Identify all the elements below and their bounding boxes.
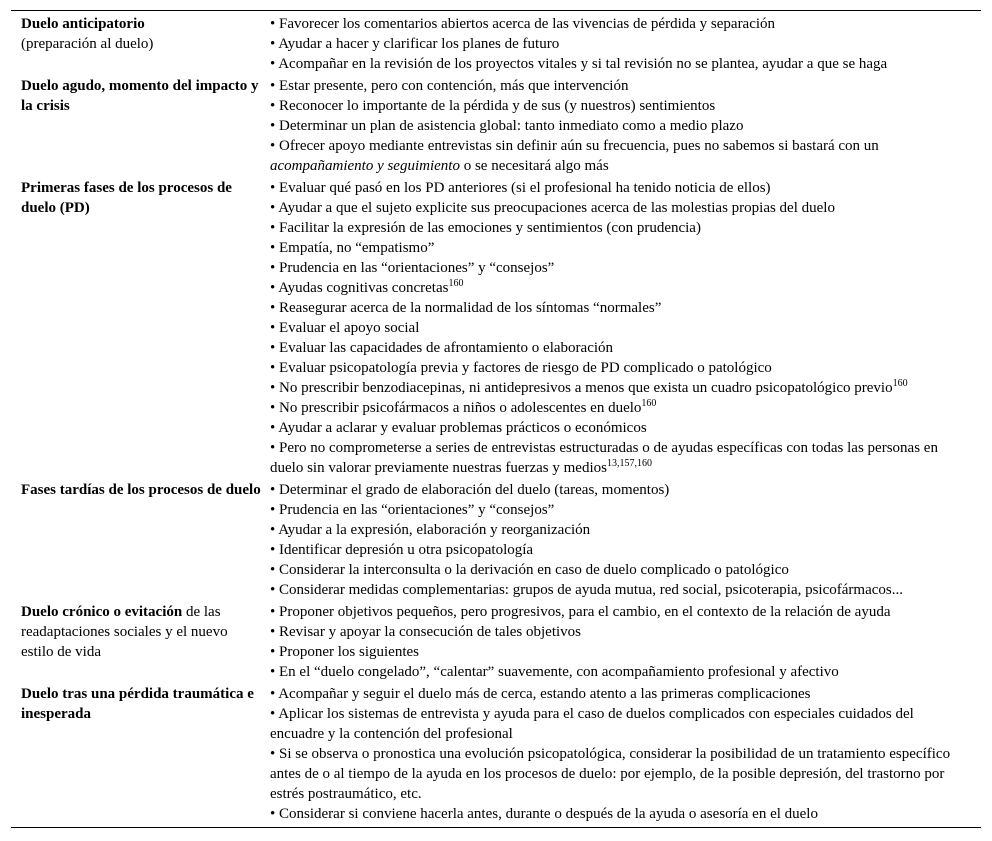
list-item [270, 358, 961, 378]
list-item [270, 34, 961, 54]
list-item [270, 520, 961, 540]
item-text: Considerar si conviene hacerla antes, durante o después de la ayuda o asesoría en el duelo [279, 806, 818, 822]
bullet-icon: • [270, 98, 276, 114]
reference-superscript: 160 [892, 378, 908, 389]
reference-superscript: 160 [641, 398, 657, 409]
stage-title [21, 14, 261, 34]
item-text: Si se observa o pronostica una evolución psicopatológica, considerar la posibilidad de un tratamiento específico antes de o al tiempo de la ayuda en los procesos de duelo: por ejemplo, de la posible depresión, del trastorno por estrés postraumático, etc. [270, 746, 951, 802]
list-item [270, 398, 961, 418]
item-text: Ayudas cognitivas concretas [278, 280, 449, 296]
item-text: Favorecer los comentarios abiertos acerca de las vivencias de pérdida y separación [279, 16, 776, 32]
stage-title-text: Primeras fases de los procesos de duelo (PD) [21, 180, 232, 216]
item-text: Considerar medidas complementarias: grupos de ayuda mutua, red social, psicoterapia, psicofármacos... [279, 582, 903, 598]
list-item [270, 580, 961, 600]
item-text: Determinar el grado de elaboración del duelo (tareas, momentos) [279, 482, 670, 498]
table-row [11, 480, 981, 600]
list-item [270, 804, 961, 824]
list-item [270, 642, 961, 662]
list-item [270, 318, 961, 338]
item-text: No prescribir psicofármacos a niños o adolescentes en duelo [279, 400, 642, 416]
bullet-icon: • [270, 644, 276, 660]
list-item [270, 96, 961, 116]
item-text: Reasegurar acerca de la normalidad de los síntomas “normales” [279, 300, 662, 316]
recommendations-cell [261, 178, 961, 478]
table-row [11, 684, 981, 824]
item-text: Ayudar a aclarar y evaluar problemas prácticos o económicos [278, 420, 647, 436]
list-item [270, 136, 961, 176]
intervention-table [11, 10, 981, 828]
stage-title [21, 602, 261, 662]
bullet-icon: • [270, 502, 276, 518]
bullet-icon: • [270, 260, 276, 276]
bullet-icon: • [270, 280, 276, 296]
bullet-icon: • [270, 482, 276, 498]
bullet-icon: • [270, 686, 276, 702]
item-text: Determinar un plan de asistencia global: tanto inmediato como a medio plazo [279, 118, 744, 134]
stage-cell [11, 14, 261, 74]
recommendations-cell [261, 684, 961, 824]
bullet-icon: • [270, 56, 276, 72]
item-text: Evaluar el apoyo social [279, 320, 420, 336]
bullet-icon: • [270, 220, 276, 236]
list-item [270, 278, 961, 298]
table-row [11, 178, 981, 478]
list-item [270, 298, 961, 318]
bullet-icon: • [270, 320, 276, 336]
bullet-icon: • [270, 180, 276, 196]
stage-cell [11, 178, 261, 478]
item-text: Proponer los siguientes [279, 644, 420, 660]
bullet-icon: • [270, 522, 276, 538]
item-text: Revisar y apoyar la consecución de tales objetivos [279, 624, 582, 640]
stage-title-tail: de las readaptaciones sociales y el nuevo estilo de vida [21, 604, 228, 660]
stage-title [21, 480, 261, 500]
item-text: Proponer objetivos pequeños, pero progresivos, para el cambio, en el contexto de la relación de ayuda [279, 604, 891, 620]
recommendations-cell [261, 480, 961, 600]
stage-title-text: Duelo agudo, momento del impacto y la crisis [21, 78, 259, 114]
bullet-icon: • [270, 400, 276, 416]
list-item [270, 338, 961, 358]
reference-superscript: 160 [448, 278, 464, 289]
item-text: Prudencia en las “orientaciones” y “consejos” [279, 260, 555, 276]
bullet-icon: • [270, 200, 276, 216]
stage-cell [11, 602, 261, 682]
bullet-icon: • [270, 340, 276, 356]
bullet-icon: • [270, 240, 276, 256]
list-item [270, 560, 961, 580]
list-item [270, 178, 961, 198]
stage-cell [11, 684, 261, 824]
item-text: Reconocer lo importante de la pérdida y de sus (y nuestros) sentimientos [279, 98, 716, 114]
table-row [11, 76, 981, 176]
item-text: Aplicar los sistemas de entrevista y ayuda para el caso de duelos complicados con especiales cuidados del encuadre y la contención del profesional [270, 706, 914, 742]
list-item [270, 438, 961, 478]
list-item [270, 116, 961, 136]
recommendations-cell [261, 14, 961, 74]
list-item [270, 418, 961, 438]
stage-cell [11, 76, 261, 176]
bullet-icon: • [270, 36, 276, 52]
item-text: Estar presente, pero con contención, más que intervención [279, 78, 629, 94]
reference-superscript: 13,157,160 [606, 458, 652, 469]
bullet-icon: • [270, 664, 276, 680]
bullet-icon: • [270, 582, 276, 598]
bullet-icon: • [270, 360, 276, 376]
item-text: Prudencia en las “orientaciones” y “consejos” [279, 502, 555, 518]
bullet-icon: • [270, 78, 276, 94]
bullet-icon: • [270, 118, 276, 134]
bullet-icon: • [270, 624, 276, 640]
item-text: Acompañar en la revisión de los proyectos vitales y si tal revisión no se plantea, ayudar a que se haga [278, 56, 888, 72]
item-text: Evaluar qué pasó en los PD anteriores (si el profesional ha tenido noticia de ellos) [279, 180, 771, 196]
stage-title-text: Fases tardías de los procesos de duelo [21, 482, 261, 498]
item-text: Evaluar psicopatología previa y factores de riesgo de PD complicado o patológico [279, 360, 772, 376]
item-text: Ayudar a la expresión, elaboración y reorganización [278, 522, 591, 538]
item-text: Ofrecer apoyo mediante entrevistas sin definir aún su frecuencia, pues no sabemos si bastará con un [279, 138, 879, 154]
item-text: No prescribir benzodiacepinas, ni antidepresivos a menos que exista un cuadro psicopatológico previo [279, 380, 893, 396]
list-item [270, 238, 961, 258]
stage-subtitle: (preparación al duelo) [21, 36, 154, 52]
list-item [270, 602, 961, 622]
list-item [270, 76, 961, 96]
stage-title [21, 684, 261, 724]
bullet-icon: • [270, 604, 276, 620]
recommendations-cell [261, 602, 961, 682]
bullet-icon: • [270, 16, 276, 32]
list-item [270, 540, 961, 560]
list-item [270, 378, 961, 398]
list-item [270, 198, 961, 218]
list-item [270, 704, 961, 744]
item-text: Evaluar las capacidades de afrontamiento o elaboración [279, 340, 614, 356]
item-text: Pero no comprometerse a series de entrevistas estructuradas o de ayudas específicas con todas las personas en duelo sin valorar previamente nuestras fuerzas y medios [270, 440, 938, 476]
stage-title-text: Duelo crónico o evitación [21, 604, 183, 620]
bullet-icon: • [270, 542, 276, 558]
bullet-icon: • [270, 440, 276, 456]
bullet-icon: • [270, 806, 276, 822]
item-text: Considerar la interconsulta o la derivación en caso de duelo complicado o patológico [279, 562, 789, 578]
list-item [270, 622, 961, 642]
list-item [270, 480, 961, 500]
item-text: Acompañar y seguir el duelo más de cerca, estando atento a las primeras complicaciones [278, 686, 811, 702]
bullet-icon: • [270, 746, 276, 762]
item-text: Empatía, no “empatismo” [279, 240, 435, 256]
recommendations-cell [261, 76, 961, 176]
table-row [11, 602, 981, 682]
list-item [270, 258, 961, 278]
list-item [270, 662, 961, 682]
item-text: Ayudar a que el sujeto explicite sus preocupaciones acerca de las molestias propias del duelo [278, 200, 835, 216]
list-item [270, 14, 961, 34]
item-text: Identificar depresión u otra psicopatología [279, 542, 534, 558]
item-text-after: o se necesitará algo más [459, 158, 609, 174]
list-item [270, 684, 961, 704]
stage-title-text: Duelo tras una pérdida traumática e inesperada [21, 686, 254, 722]
stage-cell [11, 480, 261, 600]
table-row [11, 14, 981, 74]
stage-title-text: Duelo anticipatorio [21, 16, 145, 32]
list-item [270, 218, 961, 238]
bullet-icon: • [270, 300, 276, 316]
list-item [270, 744, 961, 804]
item-text: En el “duelo congelado”, “calentar” suavemente, con acompañamiento profesional y afectivo [279, 664, 839, 680]
bullet-icon: • [270, 138, 276, 154]
item-text: Facilitar la expresión de las emociones y sentimientos (con prudencia) [279, 220, 701, 236]
item-text: Ayudar a hacer y clarificar los planes de futuro [278, 36, 560, 52]
stage-title [21, 76, 261, 116]
bullet-icon: • [270, 706, 276, 722]
bullet-icon: • [270, 562, 276, 578]
list-item [270, 500, 961, 520]
bullet-icon: • [270, 380, 276, 396]
list-item [270, 54, 961, 74]
bullet-icon: • [270, 420, 276, 436]
item-emphasis: acompañamiento y seguimiento [270, 158, 460, 174]
stage-title [21, 178, 261, 218]
